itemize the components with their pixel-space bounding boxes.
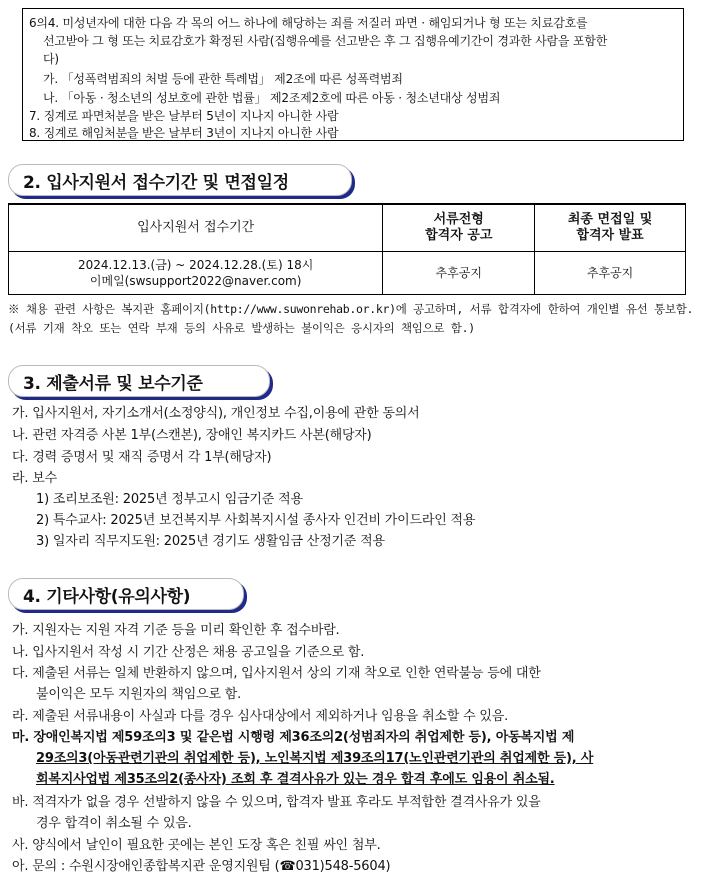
section-header: [8, 365, 270, 397]
list-item: 바. 적격자가 없을 경우 선발하지 않을 수 있으며, 합격자 발표 후라도 부적합한 결격사유가 있을: [12, 795, 541, 810]
text-line: 선고받아 그 형 또는 치료감호가 확정된 사람(집행유예를 선고받은 후 그 집행유예기간이 경과한 사람을 포함한: [43, 34, 608, 48]
list-item: 나. 입사지원서 작성 시 기간 산정은 채용 공고일을 기준으로 함.: [12, 645, 365, 660]
list-item-emphasis: 마. 장애인복지법 제59조의3 및 같은법 시행령 제36조의2(성범죄자의 취업제한 등), 아동복지법 제: [12, 730, 575, 745]
contact-line: 아. 문의 : 수원시장애인종합복지관 운영지원팀 (☎031)548-5604): [12, 859, 391, 874]
list-sub-item: 2) 특수교사: 2025년 보건복지부 사회복지시설 종사자 인건비 가이드라인 적용: [36, 513, 476, 528]
list-item-cont: 경우 합격이 취소될 수 있음.: [36, 816, 192, 831]
text-line: 다): [43, 52, 59, 66]
list-item-cont: 불이익은 모두 지원자의 책임으로 함.: [36, 687, 242, 702]
table-row: [9, 252, 686, 295]
table-header-cell: 입사지원서 접수기간: [9, 204, 383, 252]
list-item: 나. 관련 자격증 사본 1부(스캔본), 장애인 복지카드 사본(해당자): [12, 428, 372, 443]
notice-text: ※ 채용 관련 사항은 복지관 홈페이지(http://www.suwonrehab.or.kr)에 공고하며, 서류 합격자에 한하여 개인별 유선 통보함.(서류 기재 착오 또는 연락 부재 등의 사유로 발생하는 불이익은 응시자의 책임으로 함.): [8, 302, 694, 335]
list-item-emphasis-cont: 29조의3(아동관련기관의 취업제한 등), 노인복지법 제39조의17(노인관련기관의 취업제한 등), 사: [36, 751, 594, 766]
period-text: 2024.12.13.(금) ~ 2024.12.28.(토) 18시: [78, 258, 314, 272]
table-header-cell: 서류전형 합격자 공고: [383, 204, 535, 252]
list-item: 다. 제출된 서류는 일체 반환하지 않으며, 입사지원서 상의 기재 착오로 인한 연락불능 등에 대한: [12, 666, 541, 681]
list-item: 가. 지원자는 지원 자격 기준 등을 미리 확인한 후 접수바람.: [12, 623, 340, 638]
section-title: 4. 기타사항(유의사항): [23, 587, 191, 607]
final-result-cell: 추후공지: [535, 252, 686, 295]
period-cell: [9, 252, 383, 295]
schedule-table: [8, 203, 686, 295]
doc-result-cell: 추후공지: [383, 252, 535, 295]
text-line: 8. 징계로 해임처분을 받은 날부터 3년이 지나지 아니한 사람: [29, 126, 339, 140]
section-title: 2. 입사지원서 접수기간 및 면접일정: [23, 173, 289, 193]
list-sub-item: 3) 일자리 직무지도원: 2025년 경기도 생활임금 산정기준 적용: [36, 534, 385, 549]
list-item-emphasis-cont: 회복지사업법 제35조의2(종사자) 조회 후 결격사유가 있는 경우 합격 후에도 임용이 취소됨.: [36, 772, 555, 787]
section-header: [8, 578, 244, 610]
list-item: 사. 양식에서 날인이 필요한 곳에는 본인 도장 혹은 친필 싸인 첨부.: [12, 838, 381, 853]
text-line: 7. 징계로 파면처분을 받은 날부터 5년이 지나지 아니한 사람: [29, 109, 339, 123]
disqualification-box: [22, 8, 684, 141]
text-line: 가. 「성폭력범죄의 처벌 등에 관한 특례법」 제2조에 따른 성폭력범죄: [43, 72, 403, 86]
table-header-cell: 최종 면접일 및 합격자 발표: [535, 204, 686, 252]
email-text: 이메일(swsupport2022@naver.com): [89, 274, 302, 288]
table-header-row: [9, 204, 686, 252]
list-item: 가. 입사지원서, 자기소개서(소정양식), 개인정보 수집,이용에 관한 동의서: [12, 406, 420, 421]
text-line: 6의4. 미성년자에 대한 다음 각 목의 어느 하나에 해당하는 죄를 저질러 파면 · 해임되거나 형 또는 치료감호를: [29, 16, 588, 30]
list-item: 라. 제출된 서류내용이 사실과 다를 경우 심사대상에서 제외하거나 임용을 취소할 수 있음.: [12, 709, 509, 724]
section-title: 3. 제출서류 및 보수기준: [23, 374, 203, 394]
list-item: 다. 경력 증명서 및 재직 증명서 각 1부(해당자): [12, 450, 272, 465]
list-item: 라. 보수: [12, 471, 57, 486]
text-line: 나. 「아동 · 청소년의 성보호에 관한 법률」 제2조제2호에 따른 아동 · 청소년대상 성범죄: [43, 91, 501, 105]
list-sub-item: 1) 조리보조원: 2025년 정부고시 임금기준 적용: [36, 492, 303, 507]
section-header: [8, 164, 352, 196]
